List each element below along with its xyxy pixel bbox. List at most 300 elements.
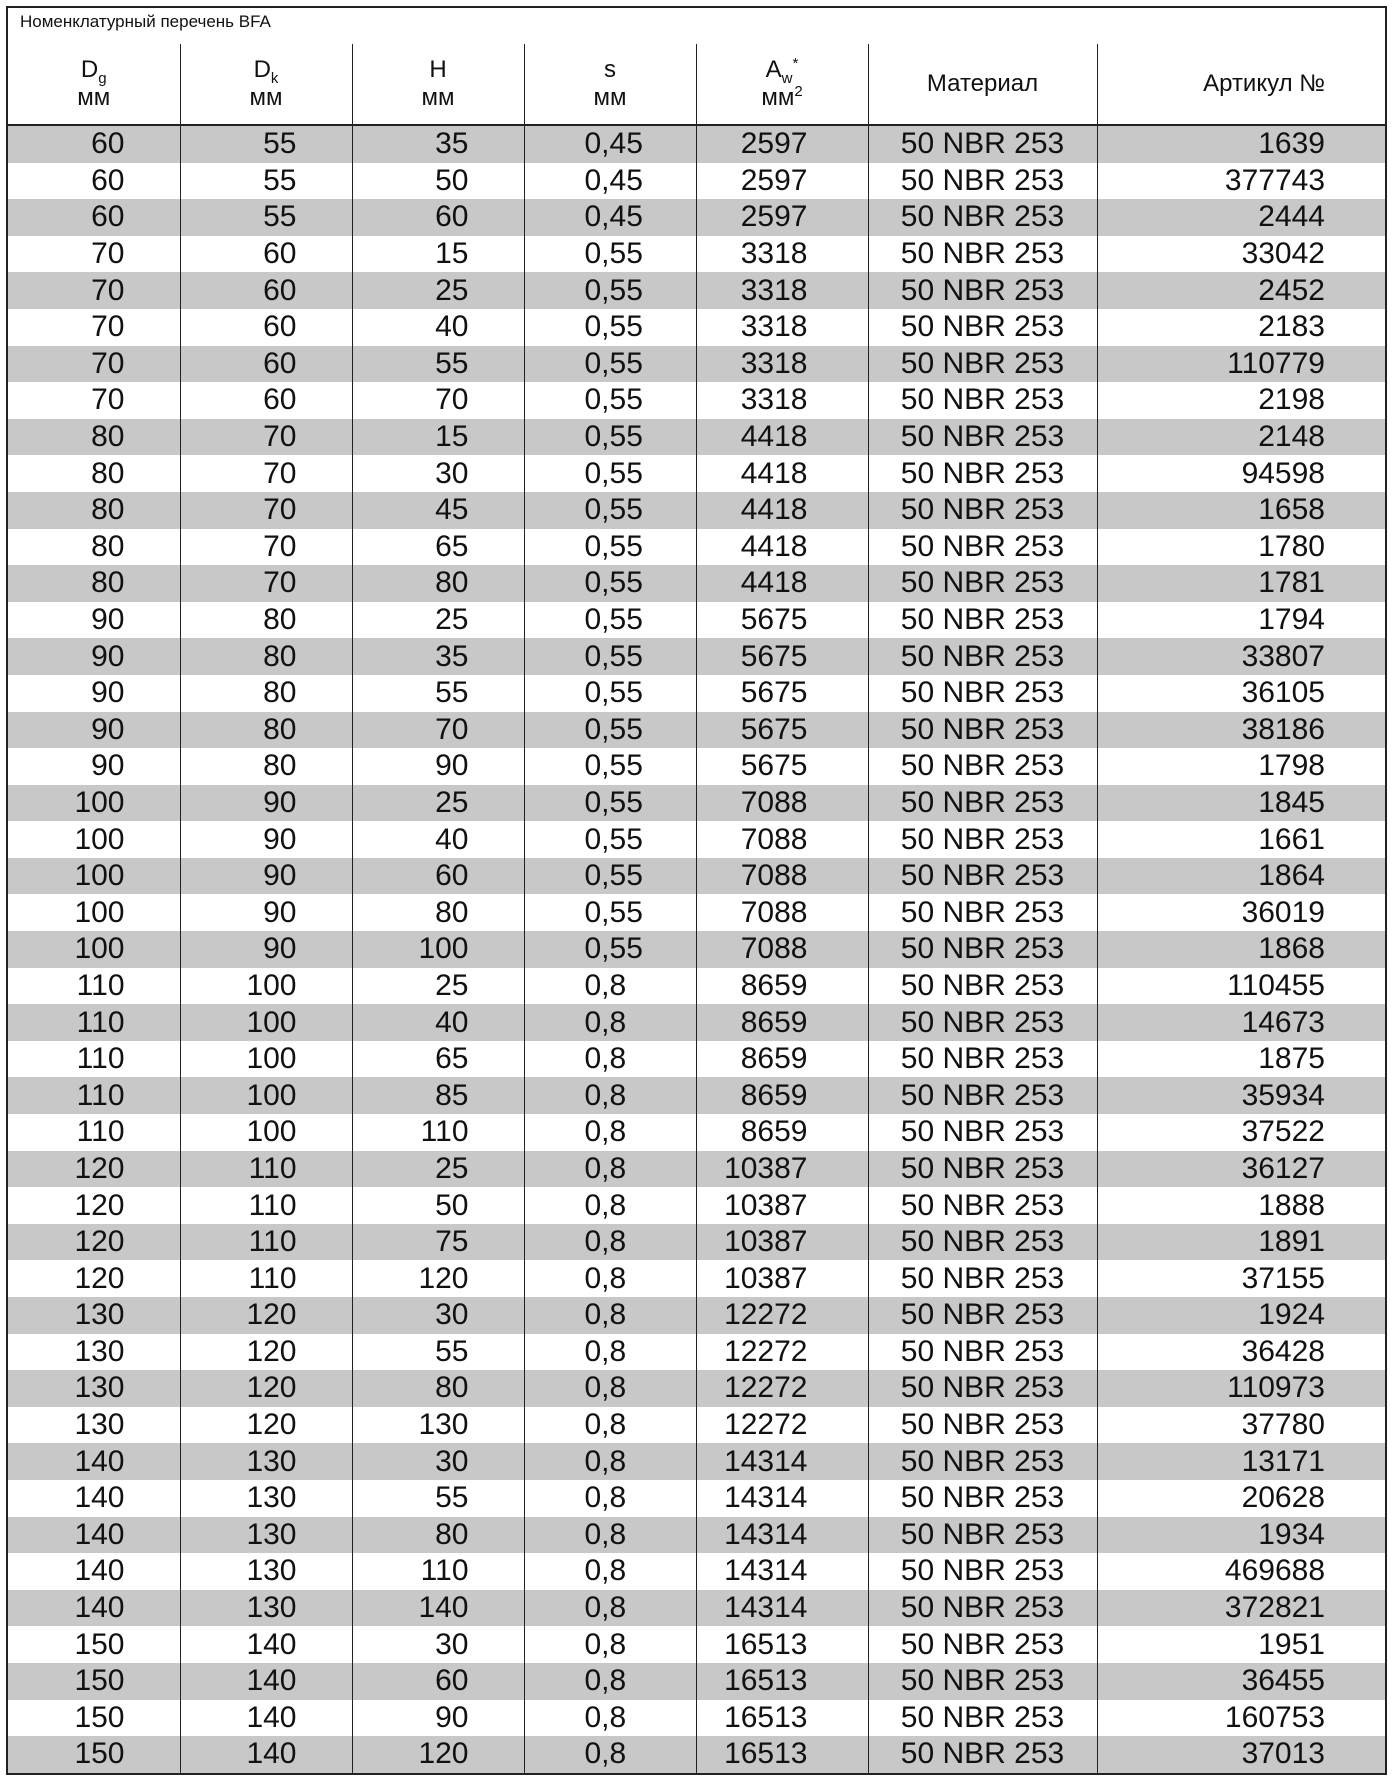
cell-h: 50	[352, 1187, 524, 1224]
cell-aw: 14314	[696, 1480, 868, 1517]
cell-h: 110	[352, 1114, 524, 1151]
header-dk: $D_k$ мм	[180, 44, 352, 125]
cell-h: 55	[352, 675, 524, 712]
cell-material: 50 NBR 253	[868, 236, 1097, 273]
cell-dk: 70	[180, 492, 352, 529]
cell-h: 80	[352, 565, 524, 602]
cell-material: 50 NBR 253	[868, 821, 1097, 858]
cell-material: 50 NBR 253	[868, 125, 1097, 163]
table-row	[8, 565, 1385, 602]
cell-dg: 130	[8, 1297, 180, 1334]
cell-dk: 130	[180, 1553, 352, 1590]
cell-material: 50 NBR 253	[868, 1443, 1097, 1480]
cell-aw: 5675	[696, 675, 868, 712]
cell-aw: 16513	[696, 1626, 868, 1663]
cell-h: 110	[352, 1553, 524, 1590]
cell-h: 25	[352, 1151, 524, 1188]
cell-s: 0,55	[524, 894, 696, 931]
table-row	[8, 382, 1385, 419]
cell-article: 37522	[1097, 1114, 1385, 1151]
table-body	[8, 125, 1385, 1773]
cell-dg: 150	[8, 1626, 180, 1663]
cell-aw: 8659	[696, 1041, 868, 1078]
cell-material: 50 NBR 253	[868, 748, 1097, 785]
cell-material: 50 NBR 253	[868, 1334, 1097, 1371]
table-row	[8, 1626, 1385, 1663]
cell-article: 469688	[1097, 1553, 1385, 1590]
cell-material: 50 NBR 253	[868, 1407, 1097, 1444]
cell-dg: 120	[8, 1260, 180, 1297]
cell-dg: 110	[8, 1114, 180, 1151]
cell-dg: 100	[8, 821, 180, 858]
cell-h: 100	[352, 931, 524, 968]
table-caption: Номенклатурный перечень BFA	[20, 12, 271, 31]
table-row	[8, 1260, 1385, 1297]
table-row	[8, 163, 1385, 200]
cell-s: 0,8	[524, 1370, 696, 1407]
table-row	[8, 419, 1385, 456]
cell-dg: 60	[8, 163, 180, 200]
cell-aw: 8659	[696, 1004, 868, 1041]
table-row	[8, 1663, 1385, 1700]
cell-dk: 140	[180, 1626, 352, 1663]
cell-article: 372821	[1097, 1590, 1385, 1627]
cell-article: 33807	[1097, 638, 1385, 675]
cell-dk: 60	[180, 382, 352, 419]
table-row	[8, 712, 1385, 749]
cell-material: 50 NBR 253	[868, 1004, 1097, 1041]
cell-s: 0,8	[524, 1517, 696, 1554]
cell-material: 50 NBR 253	[868, 1260, 1097, 1297]
cell-material: 50 NBR 253	[868, 492, 1097, 529]
cell-material: 50 NBR 253	[868, 1700, 1097, 1737]
cell-dk: 110	[180, 1224, 352, 1261]
cell-article: 36105	[1097, 675, 1385, 712]
table-row	[8, 1334, 1385, 1371]
cell-material: 50 NBR 253	[868, 1151, 1097, 1188]
cell-dk: 80	[180, 748, 352, 785]
table-row	[8, 894, 1385, 931]
cell-dg: 110	[8, 968, 180, 1005]
cell-dg: 90	[8, 675, 180, 712]
cell-h: 65	[352, 529, 524, 566]
cell-dk: 80	[180, 638, 352, 675]
cell-dk: 90	[180, 931, 352, 968]
cell-article: 33042	[1097, 236, 1385, 273]
cell-s: 0,8	[524, 1334, 696, 1371]
cell-s: 0,55	[524, 382, 696, 419]
cell-dk: 130	[180, 1517, 352, 1554]
cell-dg: 120	[8, 1224, 180, 1261]
cell-material: 50 NBR 253	[868, 968, 1097, 1005]
cell-dk: 120	[180, 1334, 352, 1371]
cell-article: 1875	[1097, 1041, 1385, 1078]
cell-material: 50 NBR 253	[868, 858, 1097, 895]
cell-dk: 90	[180, 858, 352, 895]
table-row	[8, 125, 1385, 163]
cell-article: 36019	[1097, 894, 1385, 931]
cell-dg: 100	[8, 858, 180, 895]
cell-s: 0,55	[524, 821, 696, 858]
cell-article: 94598	[1097, 455, 1385, 492]
cell-s: 0,8	[524, 1407, 696, 1444]
table-row	[8, 272, 1385, 309]
header-article: Артикул №	[1097, 44, 1385, 125]
table-row	[8, 346, 1385, 383]
cell-material: 50 NBR 253	[868, 272, 1097, 309]
cell-aw: 3318	[696, 382, 868, 419]
table-row	[8, 1480, 1385, 1517]
cell-h: 30	[352, 455, 524, 492]
table-row	[8, 1736, 1385, 1773]
table-row	[8, 236, 1385, 273]
cell-dg: 60	[8, 125, 180, 163]
cell-dg: 100	[8, 894, 180, 931]
cell-s: 0,55	[524, 748, 696, 785]
cell-h: 30	[352, 1297, 524, 1334]
cell-dk: 55	[180, 125, 352, 163]
cell-aw: 12272	[696, 1297, 868, 1334]
cell-aw: 16513	[696, 1663, 868, 1700]
cell-dg: 80	[8, 529, 180, 566]
cell-dk: 70	[180, 455, 352, 492]
cell-dg: 80	[8, 419, 180, 456]
cell-dg: 100	[8, 785, 180, 822]
table-row	[8, 1517, 1385, 1554]
header-s: s мм	[524, 44, 696, 125]
nomenclature-table	[8, 44, 1385, 1773]
cell-h: 120	[352, 1260, 524, 1297]
cell-article: 1868	[1097, 931, 1385, 968]
cell-article: 37013	[1097, 1736, 1385, 1773]
cell-article: 2183	[1097, 309, 1385, 346]
cell-article: 35934	[1097, 1077, 1385, 1114]
table-row	[8, 1553, 1385, 1590]
cell-aw: 5675	[696, 638, 868, 675]
cell-s: 0,8	[524, 1297, 696, 1334]
cell-h: 15	[352, 236, 524, 273]
cell-article: 14673	[1097, 1004, 1385, 1041]
cell-s: 0,45	[524, 199, 696, 236]
cell-article: 1794	[1097, 602, 1385, 639]
cell-aw: 10387	[696, 1187, 868, 1224]
cell-h: 25	[352, 602, 524, 639]
cell-dg: 80	[8, 455, 180, 492]
cell-s: 0,8	[524, 1700, 696, 1737]
cell-article: 37155	[1097, 1260, 1385, 1297]
cell-aw: 14314	[696, 1590, 868, 1627]
cell-dk: 70	[180, 529, 352, 566]
cell-article: 2198	[1097, 382, 1385, 419]
cell-dk: 80	[180, 712, 352, 749]
cell-dg: 90	[8, 748, 180, 785]
cell-article: 1798	[1097, 748, 1385, 785]
cell-h: 60	[352, 858, 524, 895]
cell-aw: 7088	[696, 931, 868, 968]
cell-s: 0,55	[524, 931, 696, 968]
table-row	[8, 785, 1385, 822]
table-row	[8, 748, 1385, 785]
cell-dk: 130	[180, 1480, 352, 1517]
cell-dg: 140	[8, 1553, 180, 1590]
cell-article: 38186	[1097, 712, 1385, 749]
cell-aw: 5675	[696, 602, 868, 639]
table-row	[8, 1443, 1385, 1480]
cell-s: 0,8	[524, 1626, 696, 1663]
cell-h: 55	[352, 346, 524, 383]
cell-s: 0,8	[524, 1443, 696, 1480]
cell-article: 2444	[1097, 199, 1385, 236]
table-row	[8, 1041, 1385, 1078]
cell-dk: 90	[180, 894, 352, 931]
header-h: H мм	[352, 44, 524, 125]
table-row	[8, 1151, 1385, 1188]
cell-material: 50 NBR 253	[868, 894, 1097, 931]
cell-material: 50 NBR 253	[868, 1297, 1097, 1334]
cell-dg: 120	[8, 1151, 180, 1188]
cell-aw: 2597	[696, 125, 868, 163]
cell-material: 50 NBR 253	[868, 346, 1097, 383]
cell-aw: 10387	[696, 1224, 868, 1261]
cell-s: 0,8	[524, 1114, 696, 1151]
table-row	[8, 1370, 1385, 1407]
cell-dg: 130	[8, 1334, 180, 1371]
cell-aw: 4418	[696, 492, 868, 529]
cell-dk: 100	[180, 1041, 352, 1078]
table-row	[8, 529, 1385, 566]
cell-material: 50 NBR 253	[868, 199, 1097, 236]
cell-material: 50 NBR 253	[868, 785, 1097, 822]
cell-dk: 140	[180, 1736, 352, 1773]
cell-article: 1864	[1097, 858, 1385, 895]
cell-material: 50 NBR 253	[868, 675, 1097, 712]
cell-aw: 14314	[696, 1553, 868, 1590]
cell-h: 55	[352, 1480, 524, 1517]
cell-material: 50 NBR 253	[868, 1626, 1097, 1663]
cell-h: 25	[352, 785, 524, 822]
cell-h: 35	[352, 125, 524, 163]
cell-h: 80	[352, 1517, 524, 1554]
cell-s: 0,55	[524, 272, 696, 309]
cell-s: 0,55	[524, 529, 696, 566]
cell-dg: 140	[8, 1517, 180, 1554]
cell-dg: 150	[8, 1700, 180, 1737]
cell-h: 90	[352, 1700, 524, 1737]
cell-aw: 12272	[696, 1407, 868, 1444]
cell-s: 0,8	[524, 1663, 696, 1700]
cell-dg: 70	[8, 309, 180, 346]
cell-aw: 2597	[696, 199, 868, 236]
cell-article: 110779	[1097, 346, 1385, 383]
cell-s: 0,8	[524, 1260, 696, 1297]
cell-dg: 120	[8, 1187, 180, 1224]
cell-material: 50 NBR 253	[868, 712, 1097, 749]
cell-s: 0,8	[524, 1004, 696, 1041]
cell-article: 160753	[1097, 1700, 1385, 1737]
cell-dg: 140	[8, 1443, 180, 1480]
cell-dk: 55	[180, 163, 352, 200]
cell-aw: 5675	[696, 748, 868, 785]
cell-s: 0,8	[524, 968, 696, 1005]
cell-dk: 55	[180, 199, 352, 236]
cell-dk: 60	[180, 272, 352, 309]
cell-s: 0,55	[524, 455, 696, 492]
cell-aw: 3318	[696, 346, 868, 383]
cell-article: 36455	[1097, 1663, 1385, 1700]
cell-dg: 90	[8, 602, 180, 639]
cell-dk: 100	[180, 1114, 352, 1151]
cell-material: 50 NBR 253	[868, 382, 1097, 419]
table-row	[8, 931, 1385, 968]
cell-dg: 140	[8, 1590, 180, 1627]
cell-aw: 7088	[696, 858, 868, 895]
cell-dg: 90	[8, 638, 180, 675]
cell-aw: 10387	[696, 1151, 868, 1188]
cell-h: 40	[352, 1004, 524, 1041]
cell-h: 15	[352, 419, 524, 456]
cell-aw: 12272	[696, 1334, 868, 1371]
cell-aw: 12272	[696, 1370, 868, 1407]
cell-aw: 7088	[696, 821, 868, 858]
cell-dk: 120	[180, 1370, 352, 1407]
cell-h: 45	[352, 492, 524, 529]
cell-aw: 3318	[696, 309, 868, 346]
header-row	[8, 44, 1385, 125]
cell-dk: 100	[180, 1077, 352, 1114]
cell-material: 50 NBR 253	[868, 1590, 1097, 1627]
cell-s: 0,45	[524, 125, 696, 163]
cell-dg: 150	[8, 1736, 180, 1773]
cell-material: 50 NBR 253	[868, 1553, 1097, 1590]
cell-article: 1658	[1097, 492, 1385, 529]
header-aw: $A_w^*$ $мм^2$	[696, 44, 868, 125]
table-row	[8, 821, 1385, 858]
table-row	[8, 675, 1385, 712]
cell-h: 70	[352, 712, 524, 749]
cell-material: 50 NBR 253	[868, 638, 1097, 675]
cell-material: 50 NBR 253	[868, 455, 1097, 492]
cell-h: 35	[352, 638, 524, 675]
cell-s: 0,55	[524, 419, 696, 456]
cell-aw: 14314	[696, 1517, 868, 1554]
cell-article: 1934	[1097, 1517, 1385, 1554]
cell-aw: 4418	[696, 529, 868, 566]
cell-h: 90	[352, 748, 524, 785]
cell-h: 120	[352, 1736, 524, 1773]
table-row	[8, 309, 1385, 346]
cell-article: 1951	[1097, 1626, 1385, 1663]
cell-s: 0,55	[524, 712, 696, 749]
cell-article: 2148	[1097, 419, 1385, 456]
cell-s: 0,8	[524, 1187, 696, 1224]
cell-aw: 3318	[696, 236, 868, 273]
cell-aw: 8659	[696, 968, 868, 1005]
table-row	[8, 1224, 1385, 1261]
cell-article: 1888	[1097, 1187, 1385, 1224]
cell-s: 0,55	[524, 346, 696, 383]
cell-h: 70	[352, 382, 524, 419]
cell-aw: 5675	[696, 712, 868, 749]
cell-s: 0,8	[524, 1590, 696, 1627]
cell-material: 50 NBR 253	[868, 1517, 1097, 1554]
cell-material: 50 NBR 253	[868, 1077, 1097, 1114]
cell-h: 80	[352, 894, 524, 931]
cell-s: 0,8	[524, 1480, 696, 1517]
cell-dg: 70	[8, 272, 180, 309]
table-row	[8, 638, 1385, 675]
cell-h: 50	[352, 163, 524, 200]
cell-article: 1639	[1097, 125, 1385, 163]
cell-s: 0,8	[524, 1151, 696, 1188]
cell-h: 40	[352, 821, 524, 858]
cell-dk: 110	[180, 1151, 352, 1188]
cell-dg: 70	[8, 236, 180, 273]
cell-s: 0,55	[524, 236, 696, 273]
cell-aw: 10387	[696, 1260, 868, 1297]
cell-h: 140	[352, 1590, 524, 1627]
cell-aw: 4418	[696, 455, 868, 492]
cell-h: 75	[352, 1224, 524, 1261]
cell-h: 25	[352, 968, 524, 1005]
table-row	[8, 1114, 1385, 1151]
cell-aw: 16513	[696, 1700, 868, 1737]
table-row	[8, 968, 1385, 1005]
header-dg: $D_g$ мм	[8, 44, 180, 125]
cell-dk: 70	[180, 565, 352, 602]
cell-h: 30	[352, 1626, 524, 1663]
cell-material: 50 NBR 253	[868, 1224, 1097, 1261]
cell-dg: 130	[8, 1407, 180, 1444]
cell-article: 13171	[1097, 1443, 1385, 1480]
cell-aw: 7088	[696, 894, 868, 931]
cell-h: 130	[352, 1407, 524, 1444]
cell-aw: 2597	[696, 163, 868, 200]
table-row	[8, 1590, 1385, 1627]
cell-s: 0,55	[524, 675, 696, 712]
cell-dg: 70	[8, 346, 180, 383]
table-row	[8, 1187, 1385, 1224]
cell-material: 50 NBR 253	[868, 1370, 1097, 1407]
cell-article: 2452	[1097, 272, 1385, 309]
cell-article: 20628	[1097, 1480, 1385, 1517]
cell-dg: 90	[8, 712, 180, 749]
cell-h: 40	[352, 309, 524, 346]
cell-s: 0,55	[524, 492, 696, 529]
cell-dk: 90	[180, 785, 352, 822]
cell-material: 50 NBR 253	[868, 1114, 1097, 1151]
cell-material: 50 NBR 253	[868, 309, 1097, 346]
cell-dg: 60	[8, 199, 180, 236]
cell-s: 0,45	[524, 163, 696, 200]
cell-material: 50 NBR 253	[868, 419, 1097, 456]
cell-h: 30	[352, 1443, 524, 1480]
cell-aw: 4418	[696, 565, 868, 602]
cell-s: 0,8	[524, 1553, 696, 1590]
table-row	[8, 199, 1385, 236]
cell-h: 85	[352, 1077, 524, 1114]
cell-dg: 80	[8, 565, 180, 602]
cell-s: 0,55	[524, 785, 696, 822]
table-row	[8, 1004, 1385, 1041]
cell-dk: 60	[180, 309, 352, 346]
cell-dk: 120	[180, 1297, 352, 1334]
cell-material: 50 NBR 253	[868, 163, 1097, 200]
table-row	[8, 1077, 1385, 1114]
cell-aw: 14314	[696, 1443, 868, 1480]
cell-article: 1781	[1097, 565, 1385, 602]
cell-h: 25	[352, 272, 524, 309]
cell-dk: 140	[180, 1700, 352, 1737]
